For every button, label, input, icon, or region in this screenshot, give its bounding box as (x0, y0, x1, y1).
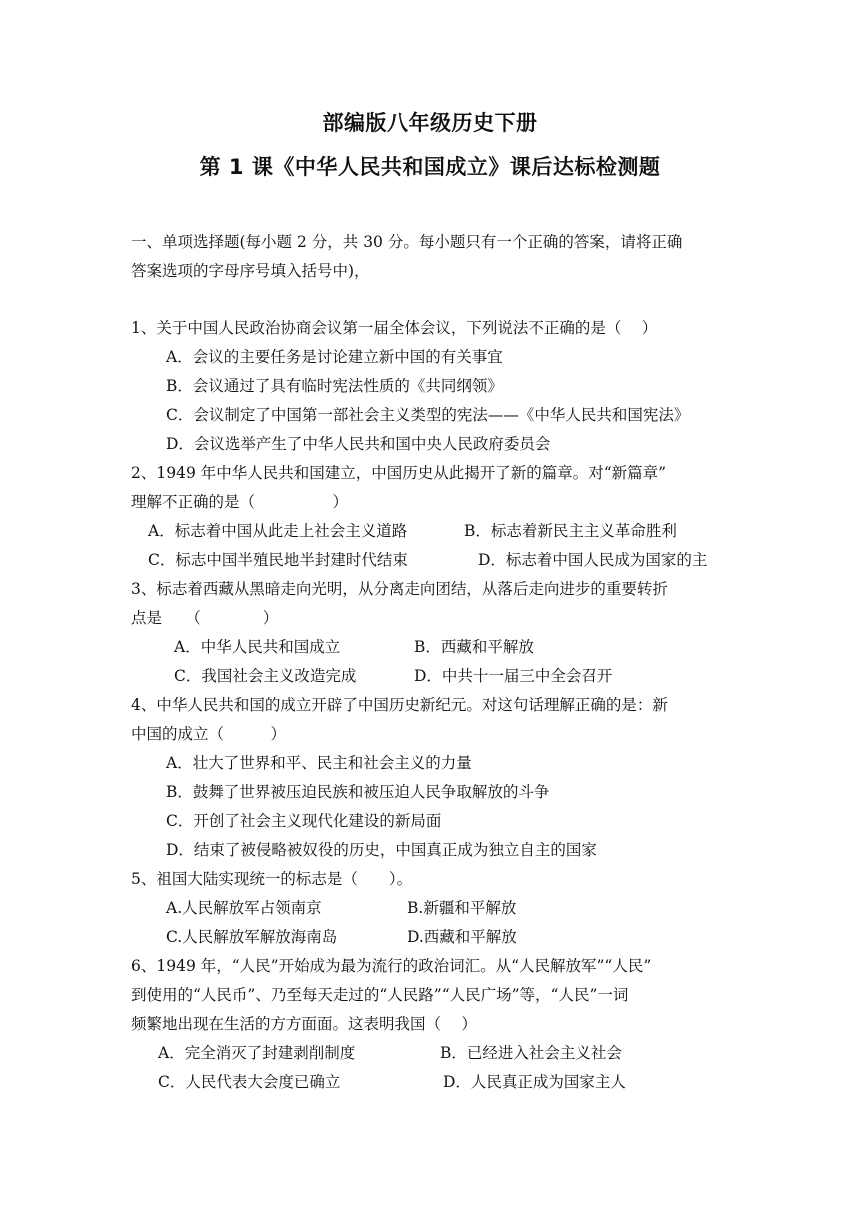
question-6-option-b: B．已经进入社会主义社会 (440, 1044, 622, 1062)
question-2-stem: 理解不正确的是（ ） (131, 493, 349, 511)
section-header-line: 一、单项选择题(每小题 2 分，共 30 分。每小题只有一个正确的答案，请将正确 (131, 233, 683, 251)
question-5-option-c: C.人民解放军解放海南岛 (166, 928, 338, 946)
question-3-stem: 点是 （ ） (131, 609, 279, 627)
question-2-option-b: B．标志着新民主主义革命胜利 (464, 522, 677, 540)
question-6-stem: 频繁地出现在生活的方方面面。这表明我国（ ） (131, 1015, 477, 1033)
question-1-option-c: C．会议制定了中国第一部社会主义类型的宪法——《中华人民共和国宪法》 (166, 406, 690, 424)
question-4-option-c: C．开创了社会主义现代化建设的新局面 (166, 812, 442, 830)
question-4-option-b: B．鼓舞了世界被压迫民族和被压迫人民争取解放的斗争 (166, 783, 550, 801)
question-2-option-c: C．标志中国半殖民地半封建时代结束 (148, 551, 408, 569)
question-5-stem: 5、祖国大陆实现统一的标志是（ ）。 (131, 870, 413, 888)
question-1-option-d: D．会议选举产生了中华人民共和国中央人民政府委员会 (166, 435, 551, 453)
question-4-option-a: A．壮大了世界和平、民主和社会主义的力量 (166, 754, 472, 772)
question-1-option-b: B．会议通过了具有临时宪法性质的《共同纲领》 (166, 377, 503, 395)
question-5-option-b: B.新疆和平解放 (407, 899, 517, 917)
question-5-option-d: D.西藏和平解放 (407, 928, 517, 946)
question-3-option-c: C．我国社会主义改造完成 (174, 667, 357, 685)
document-subtitle: 第 1 课《中华人民共和国成立》课后达标检测题 (199, 155, 661, 179)
question-3-option-d: D．中共十一届三中全会召开 (414, 667, 613, 685)
question-3-option-a: A．中华人民共和国成立 (174, 638, 341, 656)
question-6-option-d: D．人民真正成为国家主人 (443, 1073, 626, 1091)
question-6-stem: 到使用的“人民币”、乃至每天走过的“人民路”“人民广场”等，“人民”一词 (131, 986, 629, 1004)
question-6-stem: 6、1949 年，“人民”开始成为最为流行的政治词汇。从“人民解放军”“人民” (131, 957, 652, 975)
section-header-line: 答案选项的字母序号填入括号中)， (131, 262, 370, 280)
question-5-option-a: A.人民解放军占领南京 (166, 899, 322, 917)
question-4-stem: 4、中华人民共和国的成立开辟了中国历史新纪元。对这句话理解正确的是：新 (131, 696, 668, 714)
question-3-option-b: B．西藏和平解放 (414, 638, 534, 656)
question-2-option-a: A．标志着中国从此走上社会主义道路 (148, 522, 408, 540)
question-2-stem: 2、1949 年中华人民共和国建立，中国历史从此揭开了新的篇章。对“新篇章” (131, 464, 667, 482)
question-4-option-d: D．结束了被侵略被奴役的历史，中国真正成为独立自主的国家 (166, 841, 597, 859)
question-6-option-a: A．完全消灭了封建剥削制度 (158, 1044, 356, 1062)
question-1-stem: 1、关于中国人民政治协商会议第一届全体会议，下列说法不正确的是（ ） (131, 319, 658, 337)
question-3-stem: 3、标志着西藏从黑暗走向光明，从分离走向团结，从落后走向进步的重要转折 (131, 580, 668, 598)
document-title: 部编版八年级历史下册 (322, 111, 538, 135)
question-6-option-c: C．人民代表大会度已确立 (158, 1073, 341, 1091)
question-1-option-a: A．会议的主要任务是讨论建立新中国的有关事宜 (166, 348, 503, 366)
question-2-option-d: D．标志着中国人民成为国家的主 (478, 551, 708, 569)
question-4-stem: 中国的成立（ ） (131, 725, 287, 743)
